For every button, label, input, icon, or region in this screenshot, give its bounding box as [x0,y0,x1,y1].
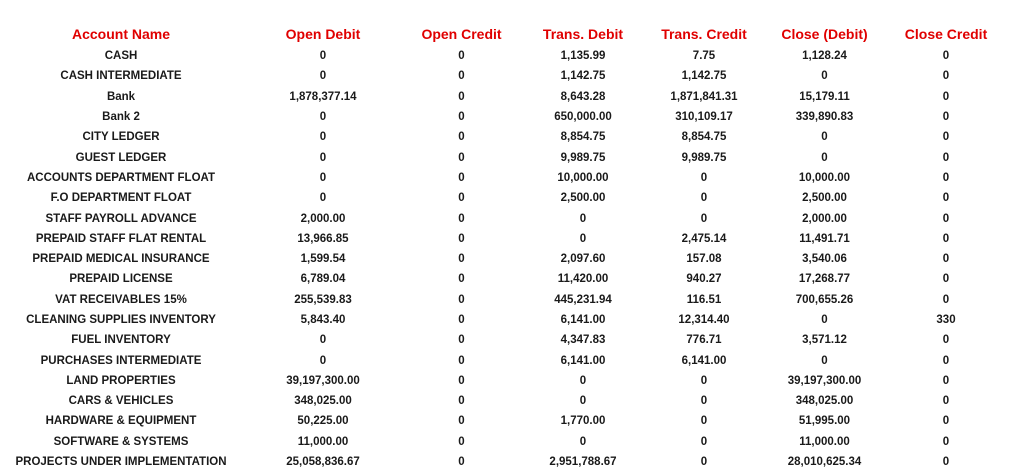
table-row [2,350,1002,370]
account-name-cell: PREPAID MEDICAL INSURANCE [32,253,210,266]
table-row [2,452,1002,472]
close-credit-cell: 0 [942,151,950,164]
close-debit-cell: 3,540.06 [802,253,847,266]
open-debit-cell: 255,539.83 [294,293,352,306]
trans-credit-cell: 116.51 [686,293,722,306]
table-row [2,432,1002,452]
close-credit-cell: 0 [942,334,950,347]
trans-credit-cell: 157.08 [686,253,722,266]
trans-credit-cell: 7.75 [692,50,716,63]
account-name-cell: PROJECTS UNDER IMPLEMENTATION [15,456,227,469]
close-credit-cell: 0 [942,131,950,144]
open-debit-cell: 0 [319,334,327,347]
account-name-cell: CLEANING SUPPLIES INVENTORY [26,314,216,326]
close-debit-cell: 339,890.83 [795,111,854,124]
close-debit-cell: 0 [821,70,828,83]
trial-balance-table [2,22,1002,472]
account-name-cell: CITY LEDGER [82,131,160,144]
open-credit-cell: 0 [458,253,465,266]
close-credit-cell: 0 [942,111,950,124]
table-row [2,269,1002,289]
trial-balance-sheet [0,22,1024,472]
table-row [2,290,1002,310]
account-name-cell: PREPAID STAFF FLAT RENTAL [35,232,207,245]
trans-debit-cell: 11,420.00 [557,273,609,286]
trans-debit-cell: 0 [579,374,587,387]
trans-credit-cell: 0 [700,435,708,448]
column-header-open-credit: Open Credit [421,26,502,42]
open-debit-cell: 0 [319,192,327,205]
open-credit-cell: 0 [458,171,465,184]
table-row [2,87,1002,107]
trans-debit-cell: 4,347.83 [560,334,606,347]
table-row [2,168,1002,188]
open-debit-cell: 39,197,300.00 [286,374,360,387]
trans-debit-cell: 9,989.75 [560,151,606,164]
account-name-cell: LAND PROPERTIES [66,374,176,387]
trans-credit-cell: 2,475.14 [681,232,727,245]
trans-debit-cell: 2,951,788.67 [549,456,617,469]
open-credit-cell: 0 [458,192,465,205]
open-debit-cell: 1,599.54 [300,253,346,266]
trans-debit-cell: 6,141.00 [560,354,606,367]
close-debit-cell: 0 [821,131,828,144]
open-credit-cell: 0 [458,374,465,387]
trans-credit-cell: 0 [700,415,708,428]
close-credit-cell: 330 [936,314,956,326]
trans-credit-cell: 1,142.75 [681,70,727,83]
table-row [2,391,1002,411]
account-name-cell: CARS & VEHICLES [68,395,174,408]
column-header-close-credit: Close Credit [904,26,988,42]
close-credit-cell: 0 [942,354,950,367]
column-header-trans-debit: Trans. Debit [542,26,624,42]
open-debit-cell: 0 [319,111,327,124]
trans-debit-cell: 2,097.60 [560,253,606,266]
open-credit-cell: 0 [458,415,465,428]
open-debit-cell: 0 [319,151,327,164]
table-row [2,107,1002,127]
open-debit-cell: 13,966.85 [297,232,349,245]
close-debit-cell: 1,128.24 [802,50,847,63]
open-debit-cell: 0 [319,131,327,144]
table-row [2,229,1002,249]
open-credit-cell: 0 [458,314,465,326]
trans-debit-cell: 650,000.00 [554,111,612,124]
close-debit-cell: 51,995.00 [798,415,851,428]
open-debit-cell: 11,000.00 [297,435,349,448]
open-debit-cell: 25,058,836.67 [286,456,360,469]
open-credit-cell: 0 [458,435,465,448]
open-debit-cell: 0 [319,354,327,367]
trans-credit-cell: 0 [700,212,708,225]
open-credit-cell: 0 [458,70,465,83]
header-row [2,22,1002,46]
close-credit-cell: 0 [942,232,950,245]
account-name-cell: SOFTWARE & SYSTEMS [53,435,189,448]
table-row [2,330,1002,350]
open-debit-cell: 0 [319,171,327,184]
open-credit-cell: 0 [458,90,465,103]
close-credit-cell: 0 [942,70,950,83]
open-credit-cell: 0 [458,395,465,408]
trans-credit-cell: 0 [700,192,708,205]
account-name-cell: ACCOUNTS DEPARTMENT FLOAT [26,171,216,184]
open-credit-cell: 0 [458,293,465,306]
open-debit-cell: 5,843.40 [300,314,346,326]
open-debit-cell: 6,789.04 [300,273,346,286]
trans-debit-cell: 0 [579,435,587,448]
trans-credit-cell: 8,854.75 [681,131,727,144]
open-credit-cell: 0 [458,273,465,286]
close-credit-cell: 0 [942,192,950,205]
trans-debit-cell: 10,000.00 [557,171,609,184]
close-debit-cell: 17,268.77 [798,273,851,286]
account-name-cell: CASH [104,50,138,63]
account-name-cell: Bank [106,90,136,103]
trans-credit-cell: 0 [700,374,708,387]
open-credit-cell: 0 [458,131,465,144]
account-name-cell: F.O DEPARTMENT FLOAT [50,192,192,205]
table-row [2,411,1002,431]
trans-debit-cell: 2,500.00 [560,192,606,205]
trans-debit-cell: 6,141.00 [560,314,606,326]
close-credit-cell: 0 [942,273,950,286]
table-row [2,310,1002,330]
trans-debit-cell: 0 [579,232,587,245]
open-credit-cell: 0 [458,456,465,469]
table-row [2,249,1002,269]
close-debit-cell: 0 [821,314,828,326]
trans-credit-cell: 6,141.00 [681,354,727,367]
close-debit-cell: 348,025.00 [795,395,854,408]
close-credit-cell: 0 [942,415,950,428]
account-name-cell: PURCHASES INTERMEDIATE [40,354,202,367]
column-header-trans-credit: Trans. Credit [661,26,747,42]
trans-credit-cell: 1,871,841.31 [670,90,738,103]
open-debit-cell: 50,225.00 [297,415,349,428]
trans-credit-cell: 0 [700,395,708,408]
trans-debit-cell: 1,770.00 [560,415,606,428]
account-name-cell: FUEL INVENTORY [71,334,171,347]
close-debit-cell: 11,491.71 [799,232,850,245]
table-row [2,147,1002,167]
column-header-open-debit: Open Debit [285,26,361,42]
close-credit-cell: 0 [942,50,950,63]
account-name-cell: VAT RECEIVABLES 15% [55,293,187,306]
table-row [2,46,1002,66]
table-row [2,208,1002,228]
close-debit-cell: 39,197,300.00 [787,374,862,387]
trans-credit-cell: 776.71 [686,334,722,347]
account-name-cell: HARDWARE & EQUIPMENT [45,415,197,428]
open-credit-cell: 0 [458,111,465,124]
close-credit-cell: 0 [942,90,950,103]
close-debit-cell: 2,000.00 [802,212,847,225]
column-header-close-debit: Close (Debit) [781,26,868,42]
account-name-cell: CASH INTERMEDIATE [60,70,182,83]
table-row [2,127,1002,147]
close-credit-cell: 0 [942,374,950,387]
column-header-account-name: Account Name [71,26,171,42]
open-debit-cell: 0 [319,50,327,63]
close-credit-cell: 0 [942,435,950,448]
close-debit-cell: 28,010,625.34 [787,456,862,469]
open-debit-cell: 1,878,377.14 [289,90,357,103]
table-row [2,188,1002,208]
open-debit-cell: 348,025.00 [294,395,352,408]
trans-debit-cell: 445,231.94 [554,293,612,306]
close-debit-cell: 11,000.00 [799,435,850,448]
account-name-cell: GUEST LEDGER [75,151,167,164]
close-credit-cell: 0 [942,293,950,306]
open-debit-cell: 0 [319,70,327,83]
trans-debit-cell: 0 [579,212,587,225]
close-debit-cell: 700,655.26 [795,293,854,306]
close-debit-cell: 10,000.00 [798,171,851,184]
close-debit-cell: 0 [821,151,828,164]
account-name-cell: Bank 2 [102,111,140,124]
close-credit-cell: 0 [942,456,950,469]
trans-debit-cell: 8,854.75 [560,131,606,144]
close-debit-cell: 15,179.11 [799,90,850,103]
trans-credit-cell: 0 [700,456,708,469]
trans-debit-cell: 1,135.99 [560,50,606,63]
table-body [2,46,1002,472]
trans-debit-cell: 0 [579,395,587,408]
close-credit-cell: 0 [942,395,950,408]
trans-credit-cell: 9,989.75 [681,151,727,164]
trans-credit-cell: 12,314.40 [678,314,730,326]
trans-credit-cell: 0 [700,171,708,184]
account-name-cell: STAFF PAYROLL ADVANCE [45,212,197,225]
close-debit-cell: 3,571.12 [802,334,847,347]
close-credit-cell: 0 [942,171,950,184]
close-debit-cell: 0 [821,354,828,367]
trans-credit-cell: 940.27 [686,273,722,286]
open-debit-cell: 2,000.00 [300,212,346,225]
trans-credit-cell: 310,109.17 [675,111,733,124]
trans-debit-cell: 8,643.28 [560,90,606,103]
table-row [2,66,1002,86]
open-credit-cell: 0 [458,151,465,164]
open-credit-cell: 0 [458,50,465,63]
close-credit-cell: 0 [942,253,950,266]
account-name-cell: PREPAID LICENSE [69,273,173,286]
open-credit-cell: 0 [458,334,465,347]
trans-debit-cell: 1,142.75 [560,70,606,83]
close-debit-cell: 2,500.00 [802,192,847,205]
table-row [2,371,1002,391]
open-credit-cell: 0 [458,354,465,367]
close-credit-cell: 0 [942,212,950,225]
open-credit-cell: 0 [458,212,465,225]
open-credit-cell: 0 [458,232,465,245]
